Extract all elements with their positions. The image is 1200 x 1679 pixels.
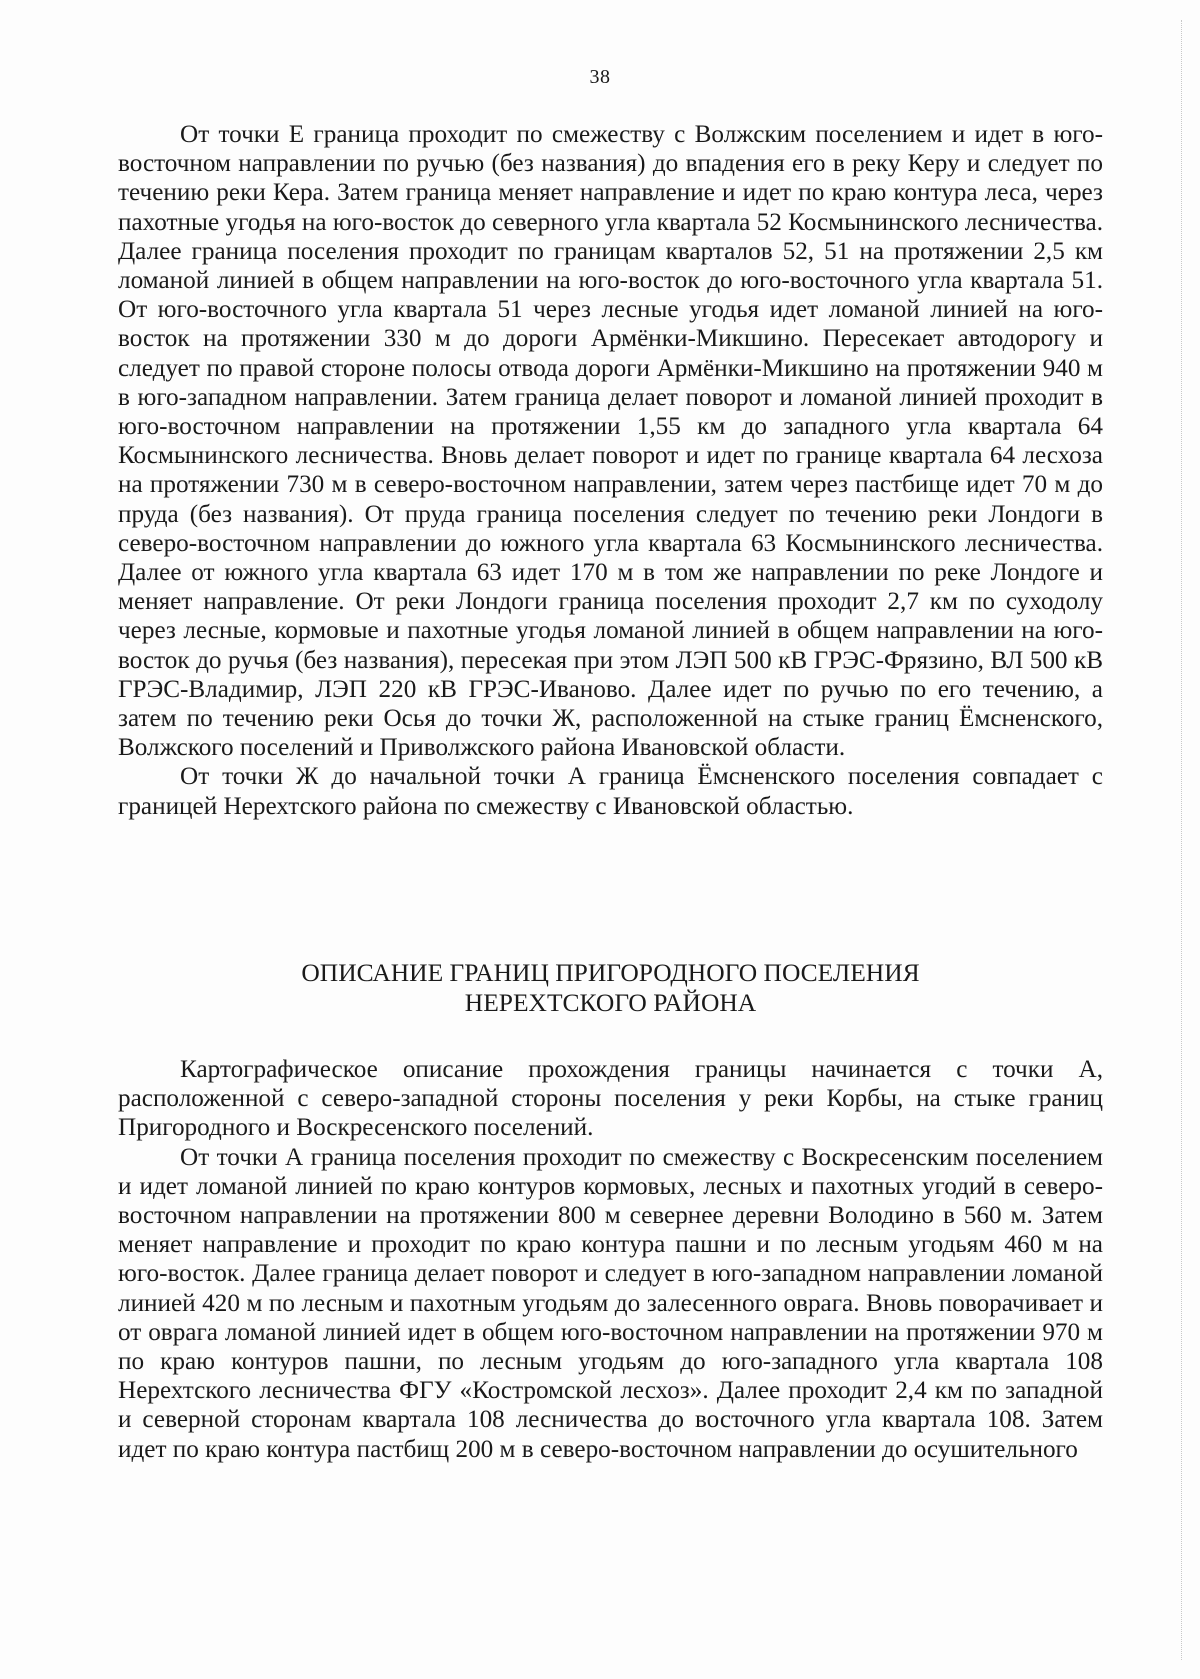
section-heading bbox=[118, 958, 1103, 1017]
body-paragraph: От точки Е граница проходит по смежеству с Волжским поселением и идет в юго-восточном направлении по ручью (без названия) до впадения его в реку Керу и следует по течению реки Кера. Затем граница меняет направление и идет по краю контура леса, через пахотные угодья на юго-восток до северного угла квартала 52 Космынинского лесничества. Далее граница поселения проходит по границам кварталов 52, 51 на протяжении 2,5 км ломаной линией в общем направлении на юго-восток до юго-восточного угла квартала 51. От юго-восточного угла квартала 51 через лесные угодья идет ломаной линией на юго-восток на протяжении 330 м до дороги Армёнки-Микшино. Пересекает автодорогу и следует по правой стороне полосы отвода дороги Армёнки-Микшино на протяжении 940 м в юго-западном направлении. Затем граница делает поворот и ломаной линией проходит в юго-восточном направлении на протяжении 1,55 км до западного угла квартала 64 Космынинского лесничества. Вновь делает поворот и идет по границе квартала 64 лесхоза на протяжении 730 м в северо-восточном направлении, затем через пастбище идет 70 м до пруда (без названия). От пруда граница поселения следует по течению реки Лондоги в северо-восточном направлении до южного угла квартала 63 Космынинского лесничества. Далее от южного угла квартала 63 идет 170 м в том же направлении по реке Лондоге и меняет направление. От реки Лондоги граница поселения проходит 2,7 км по суходолу через лесные, кормовые и пахотные угодья ломаной линией в общем направлении на юго-восток до ручья (без названия), пересекая при этом ЛЭП 500 кВ ГРЭС-Фрязино, ВЛ 500 кВ ГРЭС-Владимир, ЛЭП 220 кВ ГРЭС-Иваново. Далее идет по ручью по его течению, а затем по течению реки Осья до точки Ж, расположенной на стыке границ Ёмсненского, Волжского поселений и Приволжского района Ивановской области. bbox=[118, 121, 1103, 762]
scan-edge-marks bbox=[1181, 20, 1182, 1660]
prigorodnoe-boundary-description bbox=[118, 1055, 1103, 1464]
emsnenskoe-boundary-continuation bbox=[118, 120, 1103, 821]
page-number: 38 bbox=[589, 66, 611, 88]
section-heading-line: ОПИСАНИЕ ГРАНИЦ ПРИГОРОДНОГО ПОСЕЛЕНИЯ bbox=[301, 958, 920, 987]
body-paragraph: От точки А граница поселения проходит по смежеству с Воскресенским поселением и идет ломаной линией по краю контуров кормовых, лесных и пахотных угодий в северо-восточном направлении на протяжении 800 м севернее деревни Володино в 560 м. Затем меняет направление и проходит по краю контура пашни и по лесным угодьям 460 м на юго-восток. Далее граница делает поворот и следует в юго-западном направлении ломаной линией 420 м по лесным и пахотным угодьям до залесенного оврага. Вновь поворачивает и от оврага ломаной линией идет в общем юго-восточном направлении на протяжении 970 м по краю контуров пашни, по лесным угодьям до юго-западного угла квартала 108 Нерехтского лесничества ФГУ «Костромской лесхоз». Далее проходит 2,4 км по западной и северной сторонам квартала 108 лесничества до восточного угла квартала 108. Затем идет по краю контура пастбищ 200 м в северо-восточном направлении до осушительного bbox=[118, 1143, 1103, 1463]
body-paragraph: От точки Ж до начальной точки А граница Ёмсненского поселения совпадает с границей Нерехтского района по смежеству с Ивановской областью. bbox=[118, 763, 1103, 820]
section-heading-line: НЕРЕХТСКОГО РАЙОНА bbox=[464, 987, 757, 1017]
body-paragraph: Картографическое описание прохождения границы начинается с точки А, расположенной с северо-западной стороны поселения у реки Корбы, на стыке границ Пригородного и Воскресенского поселений. bbox=[118, 1056, 1103, 1142]
